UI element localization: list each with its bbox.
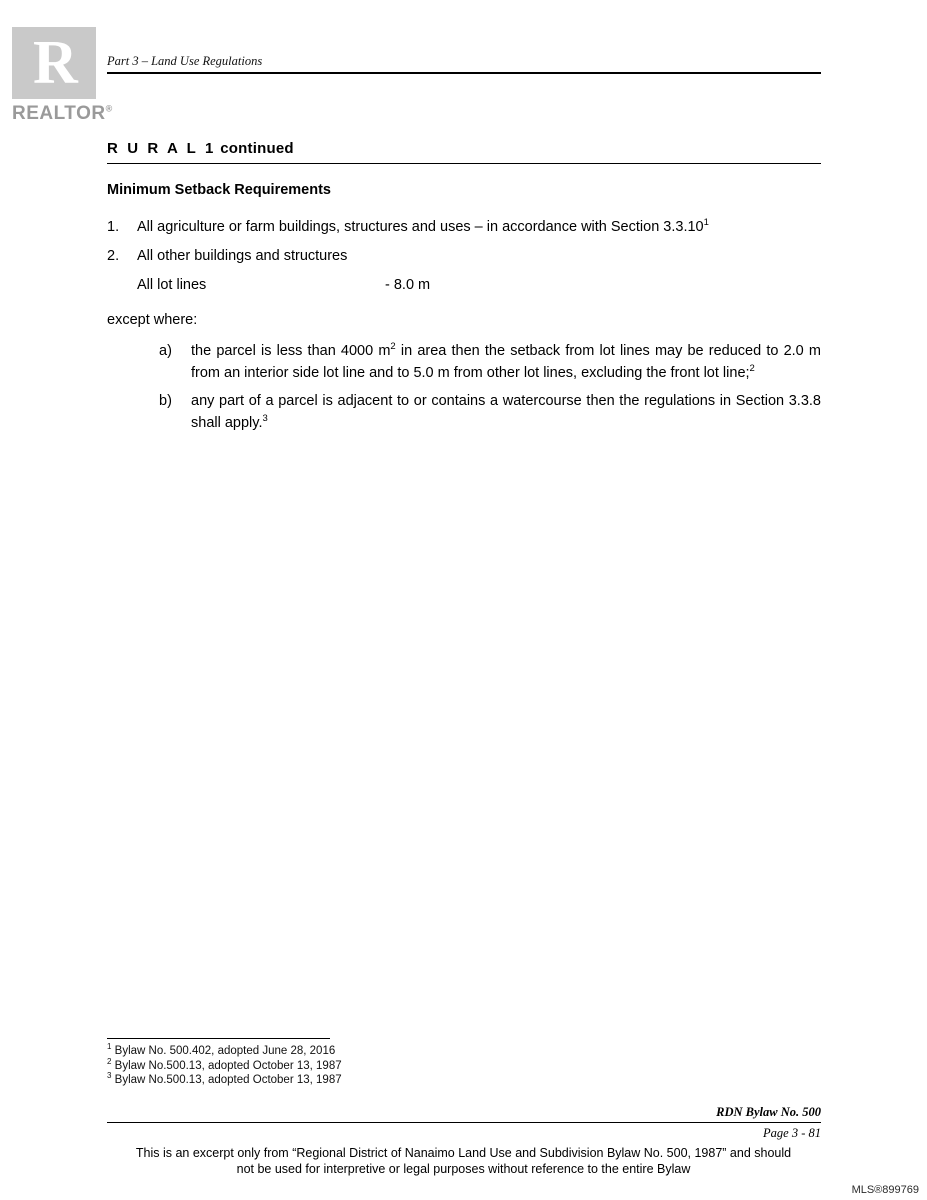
realtor-logo-word-text: REALTOR <box>12 103 106 124</box>
disclaimer-line-2: not be used for interpretive or legal purposes without reference to the entire Bylaw <box>236 1162 691 1176</box>
realtor-logo-wordmark <box>12 103 113 125</box>
footnote-ref: 2 <box>749 363 755 375</box>
header-divider <box>107 72 821 74</box>
list-item-number: 2. <box>107 248 120 264</box>
footnote-marker: 2 <box>107 1056 112 1066</box>
lot-lines-label: All lot lines <box>137 277 207 293</box>
page-title-code: R U R A L 1 <box>107 140 216 157</box>
footer-bylaw-label: RDN Bylaw No. 500 <box>716 1105 821 1119</box>
footnote-text: Bylaw No.500.13, adopted October 13, 1987 <box>111 1059 342 1072</box>
page-footer <box>107 1105 821 1141</box>
footnote-item <box>107 1056 607 1074</box>
page-header <box>107 54 821 74</box>
list-item-letter: b) <box>159 393 172 409</box>
list-item-text-part1: the parcel is less than 4000 m <box>191 343 391 359</box>
list-item-text: All other buildings and structures <box>137 248 348 264</box>
footnote-item <box>107 1073 607 1088</box>
list-item-text: All agriculture or farm buildings, structures and uses – in accordance with Section 3.3.10 <box>137 219 704 235</box>
footnote-text: Bylaw No.500.13, adopted October 13, 1987 <box>111 1074 342 1086</box>
except-where-label: except where: <box>107 312 198 328</box>
footnote-divider <box>107 1038 330 1039</box>
page-title <box>107 140 821 157</box>
footnote-ref: 3 <box>262 413 268 425</box>
footer-page-number: Page 3 - 81 <box>763 1126 821 1140</box>
footnote-ref: 1 <box>703 217 709 229</box>
list-item <box>159 340 821 384</box>
footnotes-block <box>107 1038 607 1088</box>
registered-trademark-icon: ® <box>105 103 113 114</box>
list-item <box>159 390 821 434</box>
list-item <box>107 216 821 239</box>
list-item-text-part2: in area then the setback from lot lines may be reduced to 2.0 m from an interior side lot line and to 5.0 m from other lot lines, excluding the front lot line; <box>191 343 821 381</box>
lot-lines-value: - 8.0 m <box>385 277 431 293</box>
list-item-text-part1: any part of a parcel is adjacent to or contains a watercourse then the regulations in Section 3.3.8 shall apply. <box>191 393 821 431</box>
footnote-item <box>107 1044 607 1059</box>
list-item <box>107 245 821 268</box>
title-divider <box>107 163 821 164</box>
realtor-logo-letter: R <box>33 29 78 97</box>
list-item-letter: a) <box>159 343 172 359</box>
document-body <box>107 140 821 440</box>
footnote-marker: 1 <box>107 1042 112 1052</box>
footnote-text: Bylaw No. 500.402, adopted June 28, 2016 <box>111 1045 336 1057</box>
list-item-number: 1. <box>107 219 120 235</box>
disclaimer-text <box>0 1145 927 1177</box>
mls-number: MLS®899769 <box>851 1184 919 1196</box>
disclaimer-line-1: This is an excerpt only from “Regional District of Nanaimo Land Use and Subdivision Bylaw No. 500, 1987” and should <box>135 1146 792 1160</box>
realtor-logo-mark <box>12 27 96 99</box>
superscript-unit: 2 <box>390 341 396 353</box>
page-title-suffix: continued <box>220 140 294 157</box>
footnote-marker: 3 <box>107 1071 112 1081</box>
lot-lines-row <box>107 274 821 297</box>
realtor-logo <box>12 27 112 122</box>
subheading-minimum-setback: Minimum Setback Requirements <box>107 182 331 198</box>
header-part-label: Part 3 – Land Use Regulations <box>107 54 263 68</box>
